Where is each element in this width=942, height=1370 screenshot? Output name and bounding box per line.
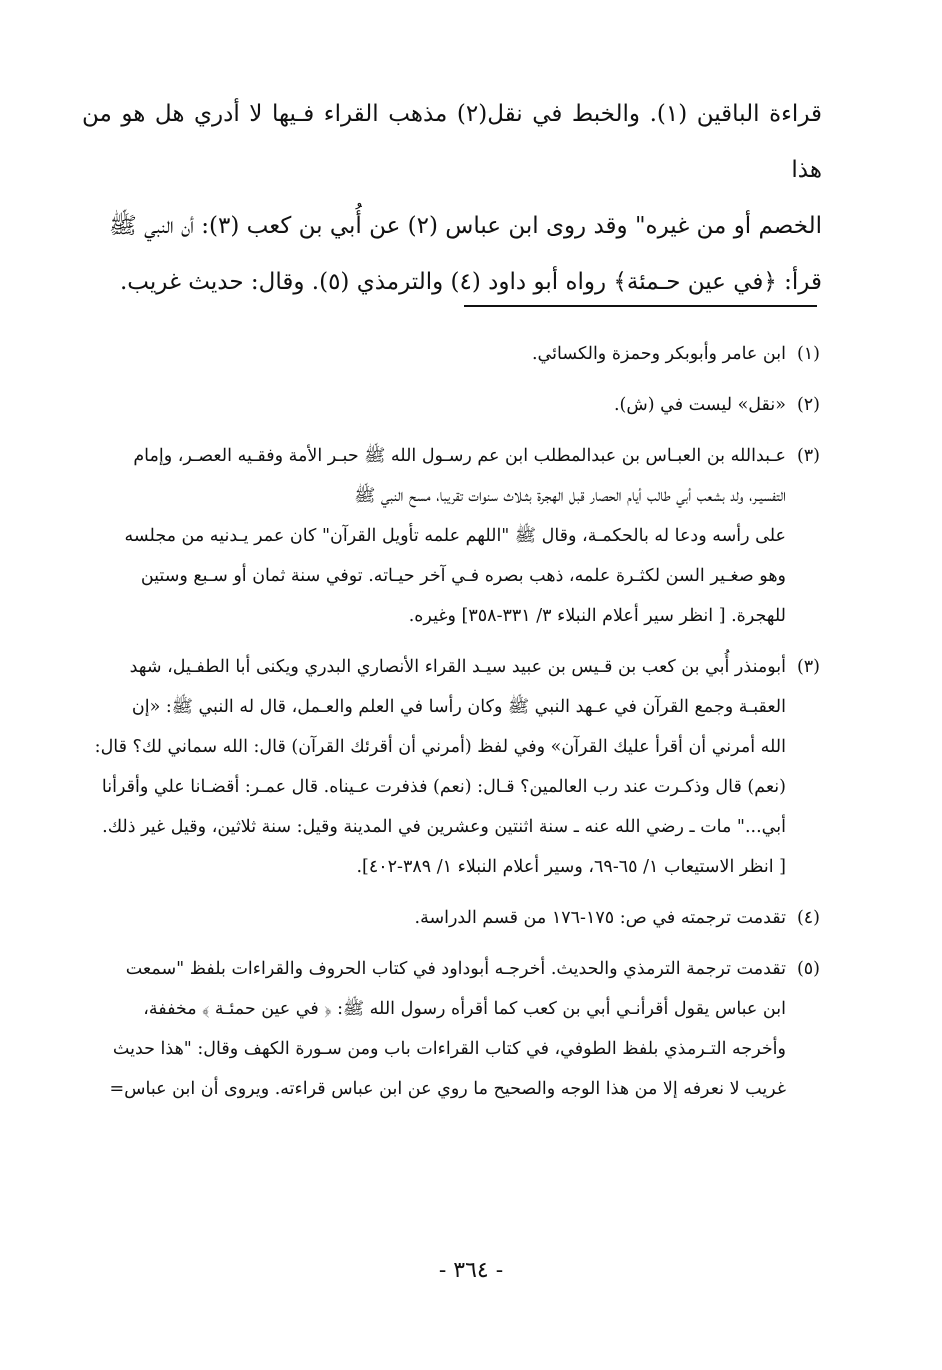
footnotes [80,334,820,1120]
footnote [80,385,820,425]
footnote-line: تقدمت ترجمته في ص: ١٧٥-١٧٦ من قسم الدراسة. [414,908,786,928]
footnote-line: تقدمت ترجمة الترمذي والحديث. أخرجـه أبوداود في كتاب الحروف والقراءات بلفظ "سمعت [125,959,786,979]
footnote-line: غريب لا نعرفه إلا من هذا الوجه والصحيح ما روي عن ابن عباس قراءته. ويروى أن ابن عباس= [109,1079,786,1099]
footnote-line: [ انظر الاستيعاب ١/ ٦٥-٦٩، وسير أعلام النبلاء ١/ ٣٨٩-٤٠٢]. [356,857,786,877]
main-text [82,86,822,310]
main-line: قراءة الباقين (١). والخبط في نقل(٢) مذهب القراء فـيها لا أدري هل هو من هذا [82,101,823,183]
footnote-line: العقبـة وجمع القرآن في عـهد النبي ﷺ وكان رأسا في العلم والعـمل، قال له النبي ﷺ: «إن [131,697,786,717]
main-line: الخصم أو من غيره" وقد روى ابن عباس (٢) عن أُبي بن كعب (٣): أن النبي ﷺ [109,213,822,239]
footnote-line: على رأسه ودعا له بالحكمـة، وقال ﷺ "اللهم علمه تأويل القرآن" كان عمر يـدنيه من مجلسه [124,526,786,546]
footnote-number: (٤) [796,908,820,928]
footnote-line: وأخرجه التـرمذي بلفظ الطوفي، في كتاب القراءات باب ومن سـورة الكهف وقال: "هذا حديث [112,1039,786,1059]
footnote-text [80,385,786,425]
footnote-separator [464,305,817,307]
page-number: - ٣٦٤ - [438,1258,504,1283]
footnote-text [80,949,786,1109]
footnote [80,898,820,938]
footnote-line: أبي..." مات ـ رضي الله عنه ـ سنة اثنتين وعشرين في المدينة وقيل: سنة ثلاثين، وقيل غير ذلك. [102,817,786,837]
footnote-text [80,334,786,374]
footnote-text [80,647,786,887]
footnote-number: (٣) [796,657,820,677]
footnote-number: (١) [796,344,820,364]
footnote-line: (نعم) قال وذكـرت عند رب العالمين؟ قـال: (نعم) فذفرت عـيناه. قال عمـر: أقضـانا علي وأقرأنا [101,777,786,797]
main-line: قرأ: ﴿في عين حـمئة﴾ رواه أبو داود (٤) والترمذي (٥). وقال: حديث غريب. [119,269,822,295]
footnote-line: عـبدالله بن العبـاس بن عبدالمطلب ابن عم رسـول الله ﷺ حبـر الأمة وفقـيه العصـر، وإمام [133,446,786,466]
footnote [80,436,820,636]
footnote-number: (٢) [796,395,820,415]
footnote-line: للهجرة. [ انظر سير أعلام النبلاء ٣/ ٣٣١-٣٥٨] وغيره. [408,606,786,626]
footnote-number: (٥) [796,959,820,979]
footnote-number: (٣) [796,446,820,466]
footnote-line: «نقل» ليست في (ش). [613,395,786,415]
footnote-line: التفسيـر، ولد بشعب أبي طالب أيام الحصار قبل الهجرة بثـلاث سنوات تقريبا، مسح النبي ﷺ [354,486,786,506]
footnote-text [80,898,786,938]
footnote-line: ابن عباس يقول أقرأنـي أبي بن كعب كما أقرأه رسول الله ﷺ: ﴿ في عين حمئـة ﴾ مخففة، [143,999,786,1019]
footnote-text [80,436,786,636]
footnote-line: وهو صغـير السن لكثـرة علمه، ذهب بصره فـي آخر حيـاته. توفي سنة ثمان أو سـبع وستين [140,566,786,586]
footnote-line: الله أمرني أن أقرأ عليك القرآن» وفي لفظ (أمرني أن أقرئك القرآن) قال: الله سماني لك؟ قال: [94,737,786,757]
footnote [80,334,820,374]
footnote [80,949,820,1109]
footnote-line: ابن عامر وأبوبكر وحمزة والكسائي. [531,344,786,364]
footnote-line: أبومنذر أُبي بن كعب بن قـيس بن عبيد سيـد القراء الأنصاري البدري ويكنى أبا الطفـيل، شهد [129,657,786,677]
footnote [80,647,820,887]
